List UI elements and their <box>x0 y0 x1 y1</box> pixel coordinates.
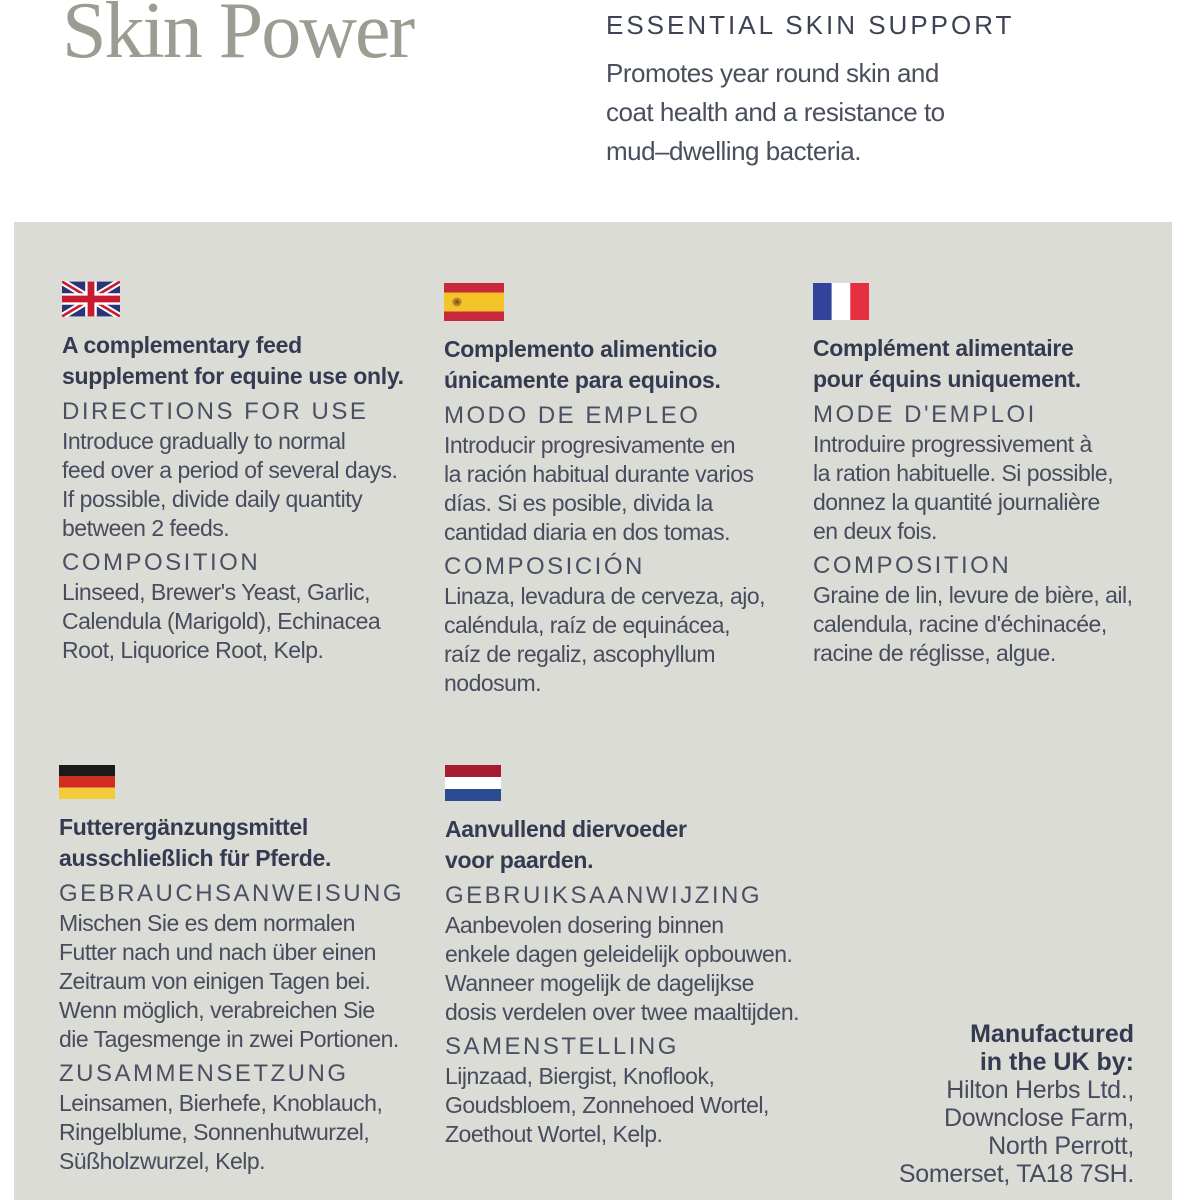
directions-text-english: Introduce gradually to normal feed over a period of several days. If possible, divide daily quantity between 2 feeds. <box>62 428 398 541</box>
directions-text-dutch: Aanbevolen dosering binnen enkele dagen geleidelijk opbouwen. Wanneer mogelijk de dagelijkse dosis verdelen over twee maaltijden. <box>445 912 800 1025</box>
section-french <box>813 283 1197 668</box>
intro-dutch: Aanvullend diervoeder voor paarden. <box>445 816 687 873</box>
product-description: Promotes year round skin and coat health and a resistance to mud–dwelling bacteria. <box>606 58 945 166</box>
section-english <box>62 281 446 665</box>
multilingual-panel <box>14 222 1172 1200</box>
directions-text-spanish: Introducir progresivamente en la ración habitual durante varios días. Si es posible, divida la cantidad diaria en dos tomas. <box>444 432 754 545</box>
manufacturer-block <box>714 1020 1134 1188</box>
intro-spanish: Complemento alimenticio únicamente para equinos. <box>444 336 721 393</box>
netherlands-flag-icon <box>445 765 501 801</box>
intro-german: Futterergänzungsmittel ausschließlich für Pferde. <box>59 814 332 871</box>
manufacturer-heading: Manufactured in the UK by: <box>970 1020 1134 1076</box>
intro-french: Complément alimentaire pour équins uniquement. <box>813 335 1081 392</box>
manufacturer-address: Hilton Herbs Ltd., Downclose Farm, North Perrott, Somerset, TA18 7SH. <box>898 1076 1134 1188</box>
directions-heading-dutch: GEBRUIKSAANWIJZING <box>445 882 763 909</box>
directions-heading-spanish: MODO DE EMPLEO <box>444 402 701 429</box>
composition-text-dutch: Lijnzaad, Biergist, Knoflook, Goudsbloem, Zonnehoed Wortel, Zoethout Wortel, Kelp. <box>445 1063 769 1147</box>
product-tagline: ESSENTIAL SKIN SUPPORT <box>606 10 1015 40</box>
composition-heading-french: COMPOSITION <box>813 552 1012 579</box>
composition-text-german: Leinsamen, Bierhefe, Knoblauch, Ringelblume, Sonnenhutwurzel, Süßholzwurzel, Kelp. <box>59 1090 383 1174</box>
directions-text-german: Mischen Sie es dem normalen Futter nach und nach über einen Zeitraum von einigen Tagen bei. Wenn möglich, verabreichen Sie die Tagesmenge in zwei Portionen. <box>59 910 399 1052</box>
composition-heading-german: ZUSAMMENSETZUNG <box>59 1060 349 1087</box>
spain-flag-icon <box>444 283 504 321</box>
composition-heading-dutch: SAMENSTELLING <box>445 1033 679 1060</box>
directions-heading-german: GEBRAUCHSANWEISUNG <box>59 880 405 907</box>
product-title: Skin Power <box>62 0 414 75</box>
uk-flag-icon <box>62 281 120 317</box>
intro-english: A complementary feed supplement for equine use only. <box>62 332 404 389</box>
composition-text-english: Linseed, Brewer's Yeast, Garlic, Calendula (Marigold), Echinacea Root, Liquorice Root, Kelp. <box>62 579 381 663</box>
section-german <box>59 765 443 1176</box>
composition-heading-spanish: COMPOSICIÓN <box>444 553 645 580</box>
france-flag-icon <box>813 283 869 320</box>
directions-heading-french: MODE D'EMPLOI <box>813 401 1037 428</box>
directions-text-french: Introduire progressivement à la ration habituelle. Si possible, donnez la quantité journalière en deux fois. <box>813 431 1114 544</box>
composition-heading-english: COMPOSITION <box>62 549 261 576</box>
germany-flag-icon <box>59 765 115 799</box>
composition-text-french: Graine de lin, levure de bière, ail, calendula, racine d'échinacée, racine de réglisse, algue. <box>813 582 1133 666</box>
directions-heading-english: DIRECTIONS FOR USE <box>62 398 369 425</box>
composition-text-spanish: Linaza, levadura de cerveza, ajo, caléndula, raíz de equinácea, raíz de regaliz, ascophyllum nodosum. <box>444 583 766 696</box>
section-spanish <box>444 283 828 698</box>
